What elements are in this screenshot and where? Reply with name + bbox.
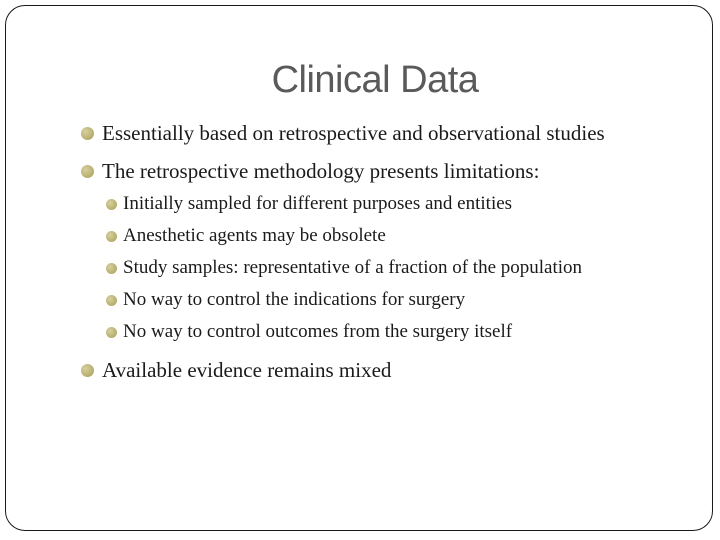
sub-bullet-item <box>106 288 465 312</box>
bullet-dot-icon <box>106 263 117 274</box>
bullet-dot-icon <box>106 295 117 306</box>
bullet-item <box>81 158 539 184</box>
bullet-text: Essentially based on retrospective and observational studies <box>102 120 605 145</box>
sub-bullet-item <box>106 320 512 344</box>
sub-bullet-item <box>106 256 582 280</box>
bullet-dot-icon <box>106 199 117 210</box>
sub-bullet-text: Study samples: representative of a fraction of the population <box>123 257 583 278</box>
bullet-dot-icon <box>81 127 94 140</box>
bullet-dot-icon <box>106 327 117 338</box>
slide-title: Clinical Data <box>271 59 479 101</box>
bullet-text: Available evidence remains mixed <box>102 357 392 382</box>
bullet-dot-icon <box>81 165 94 178</box>
bullet-dot-icon <box>81 364 94 377</box>
sub-bullet-text: Initially sampled for different purposes and entities <box>123 193 513 214</box>
sub-bullet-text: Anesthetic agents may be obsolete <box>123 225 386 246</box>
bullet-dot-icon <box>106 231 117 242</box>
bullet-item <box>81 120 605 146</box>
sub-bullet-item <box>106 224 386 248</box>
sub-bullet-text: No way to control outcomes from the surgery itself <box>123 321 513 342</box>
sub-bullet-item <box>106 192 512 216</box>
bullet-item <box>81 357 391 383</box>
bullet-text: The retrospective methodology presents limitations: <box>102 158 540 183</box>
sub-bullet-text: No way to control the indications for surgery <box>123 289 466 310</box>
